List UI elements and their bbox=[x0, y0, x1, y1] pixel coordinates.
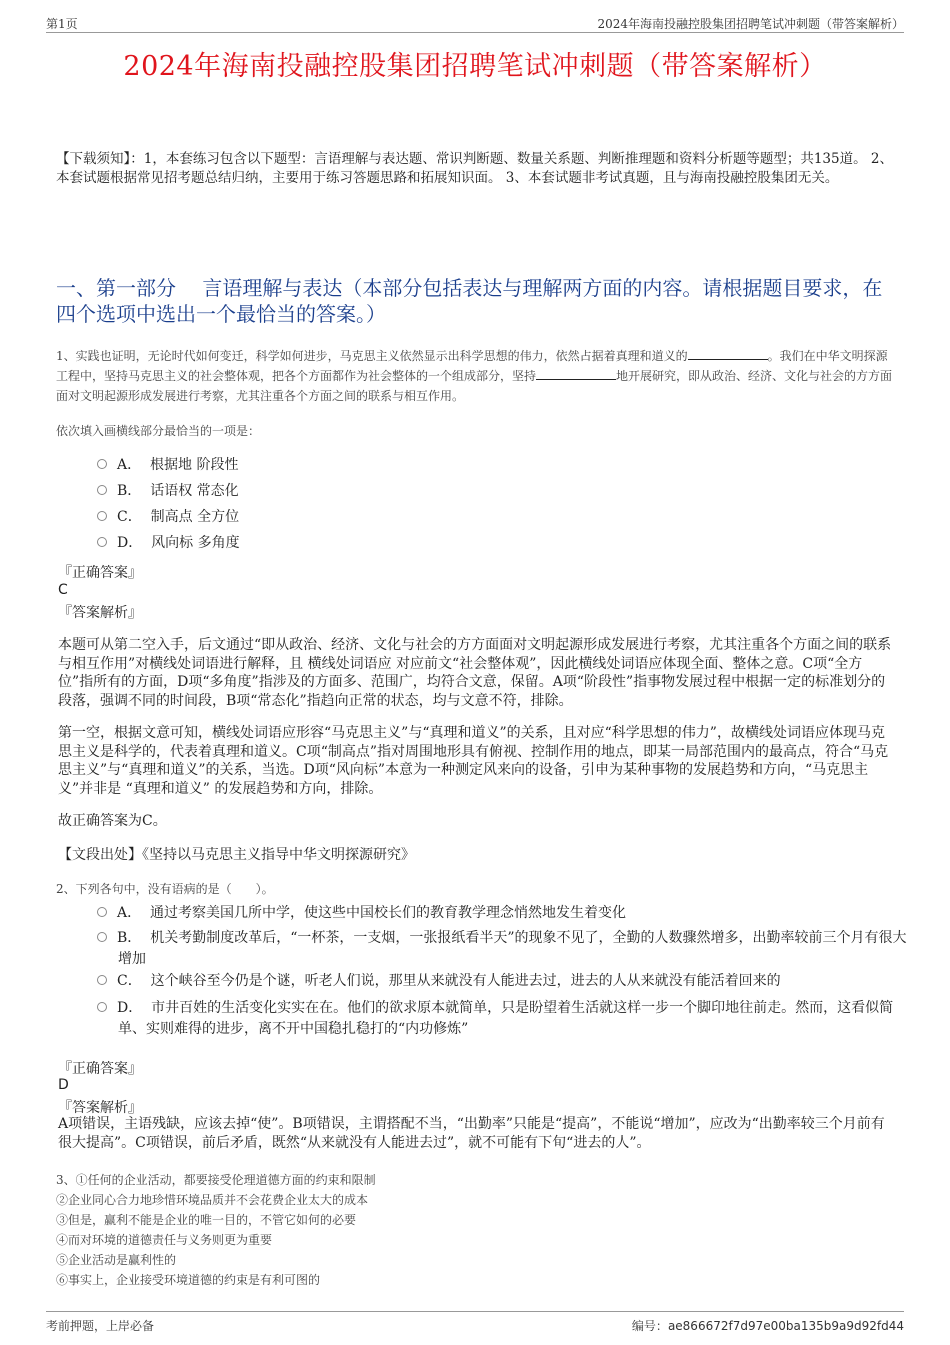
radio-icon[interactable] bbox=[97, 537, 107, 547]
q1-source: 【文段出处】《坚持以马克思主义指导中华文明探源研究》 bbox=[58, 847, 415, 863]
q3-item: ③但是，赢利不能是企业的唯一目的，不管它如何的必要 bbox=[56, 1213, 357, 1227]
section-title: 一、第一部分 言语理解与表达（本部分包括表达与理解两方面的内容。请根据题目要求，在四个选项中选出一个最恰当的答案。） bbox=[56, 276, 883, 326]
page-header bbox=[46, 14, 904, 33]
q1-analysis-conclusion: 故正确答案为C。 bbox=[58, 813, 167, 829]
question-2-stem: 2、下列各句中，没有语病的是（ ）。 bbox=[56, 882, 274, 896]
document-code: 编号：ae866672f7d97e00ba135b9a9d92fd44 bbox=[631, 1319, 904, 1333]
q2-answer: D bbox=[58, 1077, 69, 1093]
radio-icon[interactable] bbox=[97, 485, 107, 495]
q3-item: ⑤企业活动是赢利性的 bbox=[56, 1253, 177, 1267]
q3-item: ④而对环境的道德责任与义务则更为重要 bbox=[56, 1233, 273, 1247]
page-number: 第1页 bbox=[46, 17, 78, 31]
question-1-prompt: 依次填入画横线部分最恰当的一项是： bbox=[56, 424, 261, 438]
q1-option-a[interactable]: A． 根据地 阶段性 bbox=[97, 455, 238, 476]
radio-icon[interactable] bbox=[97, 975, 107, 985]
document-title: 2024年海南投融控股集团招聘笔试冲刺题（带答案解析） bbox=[123, 51, 827, 82]
blank-2 bbox=[536, 367, 616, 380]
q2-option-d[interactable]: D． 市井百姓的生活变化实实在在。他们的欲求原本就简单，只是盼望着生活就这样一步一个脚印地往前走。然而，这看似简单、实则难得的进步，离不开中国稳扎稳打的“内功修炼” bbox=[97, 998, 898, 1040]
radio-icon[interactable] bbox=[97, 511, 107, 521]
question-3-stem: 3、①任何的企业活动，都要接受伦理道德方面的约束和限制 bbox=[56, 1173, 376, 1187]
blank-1 bbox=[688, 347, 768, 360]
q2-option-b[interactable]: B． 机关考勤制度改革后，“一杯茶，一支烟，一张报纸看半天”的现象不见了，全勤的人数骤然增多，出勤率较前三个月有很大增加 bbox=[97, 928, 914, 970]
q2-answer-label: 『正确答案』 bbox=[58, 1061, 142, 1077]
question-1-stem: 1、实践也证明，无论时代如何变迁，科学如何进步，马克思主义依然显示出科学思想的伟力，依然占据着真理和道义的 。我们在中华文明探源工程中，坚持马克思主义的社会整体观，把各个方面都作为社会整体的一个组成部分，坚持 地开展研究，即从政治、经济、文化与社会的方方面面对文明起源形成发展进行考察，尤其注重各个方面之间的联系与相互作用。 bbox=[56, 349, 893, 403]
radio-icon[interactable] bbox=[97, 459, 107, 469]
q1-analysis-paragraph-2: 第一空，根据文意可知，横线处词语应形容“马克思主义”与“真理和道义”的关系，且对应“科学思想的伟力”，故横线处词语应体现马克思主义是科学的，代表着真理和道义。C项“制高点”指对周围地形具有俯视、控制作用的地点，即某一局部范围内的最高点，符合“马克思主义”与“真理和道义”的关系，当选。D项“风向标”本意为一种测定风来向的设备，引申为某种事物的发展趋势和方向，“马克思主义”并非是 “真理和道义” 的发展趋势和方向，排除。 bbox=[58, 725, 889, 797]
footer-slogan: 考前押题，上岸必备 bbox=[46, 1319, 155, 1333]
q1-option-b[interactable]: B． 话语权 常态化 bbox=[97, 481, 239, 502]
q3-item: ②企业同心合力地珍惜环境品质并不会花费企业太大的成本 bbox=[56, 1193, 369, 1207]
q2-option-c[interactable]: C． 这个峡谷至今仍是个谜，听老人们说，那里从来就没有人能进去过，进去的人从来就没有能活着回来的 bbox=[97, 971, 897, 992]
radio-icon[interactable] bbox=[97, 932, 107, 942]
header-doc-title: 2024年海南投融控股集团招聘笔试冲刺题（带答案解析） bbox=[597, 17, 904, 31]
radio-icon[interactable] bbox=[97, 907, 107, 917]
radio-icon[interactable] bbox=[97, 1002, 107, 1012]
q1-analysis-paragraph-1: 本题可从第二空入手，后文通过“即从政治、经济、文化与社会的方方面面对文明起源形成发展进行考察，尤其注重各个方面之间的联系与相互作用”对横线处词语进行解释，且 横线处词语应 对应前文“社会整体观”，因此横线处词语应体现全面、整体之意。C项“全方位”指所有的方面，D项“多角度”指涉及的方面多、范围广，均符合文意，保留。A项“阶段性”指事物发展过程中根据一定的标准划分的段落，强调不同的时间段，B项“常态化”指趋向正常的状态，均与文意不符，排除。 bbox=[58, 637, 892, 709]
q1-option-c[interactable]: C． 制高点 全方位 bbox=[97, 507, 239, 528]
q1-analysis-label: 『答案解析』 bbox=[58, 605, 142, 621]
q3-item: ⑥事实上，企业接受环境道德的约束是有利可图的 bbox=[56, 1273, 321, 1287]
q2-option-a[interactable]: A． 通过考察美国几所中学，使这些中国校长们的教育教学理念悄然地发生着变化 bbox=[97, 903, 897, 924]
q2-analysis-label: 『答案解析』 bbox=[58, 1100, 142, 1116]
q1-option-d[interactable]: D． 风向标 多角度 bbox=[97, 533, 240, 554]
q2-analysis: A项错误，主语残缺，应该去掉“使”。B项错误，主谓搭配不当，“出勤率”只能是“提高”，不能说“增加”，应改为“出勤率较三个月前有很大提高”。C项错误，前后矛盾，既然“从来就没有人能进去过”，就不可能有下旬“进去的人”。 bbox=[58, 1116, 885, 1151]
download-notice: 【下载须知】：1，本套练习包含以下题型：言语理解与表达题、常识判断题、数量关系题、判断推理题和资料分析题等题型；共135道。 2、本套试题根据常见招考题总结归纳，主要用于练习答题思路和拓展知识面。 3、本套试题非考试真题，且与海南投融控股集团无关。 bbox=[56, 151, 893, 186]
page-footer bbox=[46, 1311, 904, 1333]
q1-answer: C bbox=[58, 582, 68, 598]
q1-answer-label: 『正确答案』 bbox=[58, 565, 142, 581]
